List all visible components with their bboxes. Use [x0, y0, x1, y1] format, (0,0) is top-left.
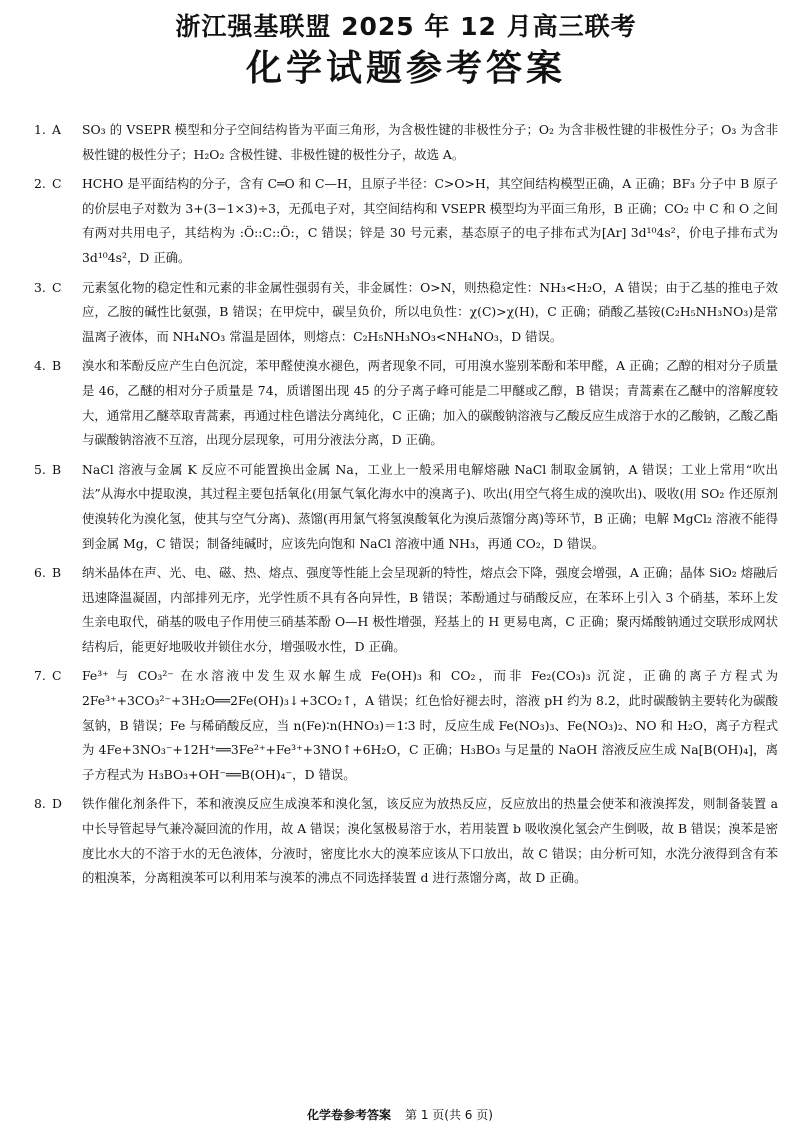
- answer-item: [34, 561, 778, 659]
- answer-item: [34, 354, 778, 452]
- explanation: [82, 276, 778, 350]
- question-number: 2.: [34, 176, 46, 192]
- explanation-text: NaCl 溶液与金属 K 反应不可能置换出金属 Na，工业上一般采用电解熔融 NaCl 制取金属钠，A 错误；工业上常用“吹出法”从海水中提取溴，其过程主要包括氧化(用氯气氧化海水中的溴离子)、吹出(用空气将生成的溴吹出)、吸收(用 SO₂ 作还原剂使溴转化为溴化氢，使其与空气分离)、蒸馏(再用氯气将氢溴酸氧化为溴后蒸馏分离)等环节，B 正确；电解 MgCl₂ 溶液不能得到金属 Mg，C 错误；制备纯碱时，应该先向饱和 NaCl 溶液中通 NH₃，再通 CO₂，D 错误。: [82, 461, 778, 551]
- answer-choice: C: [52, 279, 62, 295]
- answer-choice: C: [52, 176, 62, 192]
- answer-key-title: 化学试题参考答案: [245, 48, 566, 89]
- footer-label: 化学卷参考答案: [307, 1108, 392, 1122]
- header: [34, 0, 778, 92]
- answer-item: [34, 792, 778, 890]
- answer-choice: B: [52, 565, 62, 581]
- explanation-text: 溴水和苯酚反应产生白色沉淀，苯甲醛使溴水褪色，两者现象不同，可用溴水鉴别苯酚和苯甲醛，A 正确；乙醇的相对分子质量是 46，乙醚的相对分子质量是 74，质谱图出现 45 的分子离子峰可能是二甲醚或乙醇，B 错误；青蒿素在乙醚中的溶解度较大，通常用乙醚萃取青蒿素，再通过柱色谱法分离纯化，C 正确；加入的碳酸钠溶液与乙酸反应生成溶于水的乙酸钠，乙酸乙酯与碳酸钠溶液不互溶，出现分层现象，可用分液法分离，D 正确。: [82, 358, 778, 448]
- question-number: 7.: [34, 668, 46, 684]
- answer-choice: D: [52, 796, 62, 812]
- explanation: [82, 561, 778, 659]
- question-number: 1.: [34, 122, 46, 137]
- question-number: 6.: [34, 565, 46, 581]
- question-number: 8.: [34, 796, 46, 812]
- answer-item: [34, 458, 778, 556]
- explanation: [82, 354, 778, 452]
- question-number: 5.: [34, 461, 46, 477]
- explanation-text: SO₃ 的 VSEPR 模型和分子空间结构皆为平面三角形，为含极性键的非极性分子；O₂ 为含非极性键的非极性分子；O₃ 为含非极性键的极性分子；H₂O₂ 含极性键、非极性键的极性分子，故选 A。: [82, 122, 778, 162]
- answer-item: [34, 664, 778, 787]
- page-number: 第 1 页(共 6 页): [405, 1108, 493, 1122]
- explanation-text: 元素氢化物的稳定性和元素的非金属性强弱有关，非金属性：O>N，则热稳定性：NH₃<H₂O，A 错误；由于乙基的推电子效应，乙胺的碱性比氨强，B 错误；在甲烷中，碳呈负价，所以电负性：χ(C)>χ(H)，C 正确；硝酸乙基铵(C₂H₅NH₃NO₃)是常温离子液体，而 NH₄NO₃ 常温是固体，则熔点：C₂H₅NH₃NO₃<NH₄NO₃，D 错误。: [82, 279, 778, 344]
- explanation: [82, 792, 778, 890]
- answer-list: [34, 118, 778, 891]
- answer-item: [34, 276, 778, 350]
- explanation: [82, 664, 778, 787]
- explanation: [82, 458, 778, 556]
- answer-choice: B: [52, 358, 62, 374]
- explanation-text: HCHO 是平面结构的分子，含有 C═O 和 C—H，且原子半径：C>O>H，其空间结构模型正确，A 正确；BF₃ 分子中 B 原子的价层电子对数为 3+(3−1×3)÷3，无孤电子对，其空间结构和 VSEPR 模型均为平面三角形，B 正确；CO₂ 中 C 和 O 之间有两对共用电子，其结构为 :Ö::C::Ö:，C 错误；锌是 30 号元素，基态原子的电子排布式为[Ar] 3d¹⁰4s²，价电子排布式为 3d¹⁰4s²，D 正确。: [82, 176, 778, 265]
- question-number: 3.: [34, 279, 46, 295]
- page-footer: [0, 1106, 800, 1123]
- explanation: [82, 118, 778, 167]
- explanation-text: Fe³⁺ 与 CO₃²⁻ 在水溶液中发生双水解生成 Fe(OH)₃ 和 CO₂，而非 Fe₂(CO₃)₃ 沉淀，正确的离子方程式为 2Fe³⁺+3CO₃²⁻+3H₂O══2Fe(OH)₃↓+3CO₂↑，A 错误；红色恰好褪去时，溶液 pH 约为 8.2，此时碳酸钠主要转化为碳酸氢钠，B 错误；Fe 与稀硝酸反应，当 n(Fe)∶n(HNO₃)＝1∶3 时，反应生成 Fe(NO₃)₃、Fe(NO₃)₂、NO 和 H₂O，离子方程式为 4Fe+3NO₃⁻+12H⁺══3Fe²⁺+Fe³⁺+3NO↑+6H₂O，C 正确；H₃BO₃ 与足量的 NaOH 溶液反应生成 Na[B(OH)₄]，离子方程式为 H₃BO₃+OH⁻══B(OH)₄⁻，D 错误。: [82, 668, 778, 782]
- exam-title: 浙江强基联盟 2025 年 12 月高三联考: [175, 12, 637, 41]
- explanation: [82, 172, 778, 270]
- answer-item: [34, 172, 778, 270]
- answer-choice: B: [52, 461, 62, 477]
- explanation-text: 铁作催化剂条件下，苯和液溴反应生成溴苯和溴化氢，该反应为放热反应，反应放出的热量会使苯和液溴挥发，则制备装置 a 中长导管起导气兼冷凝回流的作用，故 A 错误；溴化氢极易溶于水，若用装置 b 吸收溴化氢会产生倒吸，故 B 错误；溴苯是密度比水大的不溶于水的无色液体，分液时，密度比水大的溴苯应该从下口放出，故 C 错误；由分析可知，水洗分液得到含有苯的粗溴苯，分离粗溴苯可以利用苯与溴苯的沸点不同选择装置 d 进行蒸馏分离，故 D 正确。: [82, 796, 778, 886]
- explanation-text: 纳米晶体在声、光、电、磁、热、熔点、强度等性能上会呈现新的特性，熔点会下降，强度会增强，A 正确；晶体 SiO₂ 熔融后迅速降温凝固，内部排列无序，光学性质不具有各向异性，B 错误；苯酚通过与硝酸反应，在苯环上引入 3 个硝基，苯环上发生亲电取代，硝基的吸电子作用使三硝基苯酚 O—H 极性增强，羟基上的 H 更易电离，C 正确；聚丙烯酸钠通过交联形成网状结构后，能更好地吸收并锁住水分，增强吸水性，D 正确。: [82, 565, 778, 654]
- answer-item: [34, 118, 778, 167]
- question-number: 4.: [34, 358, 46, 374]
- answer-choice: A: [52, 122, 61, 137]
- answer-choice: C: [52, 668, 62, 684]
